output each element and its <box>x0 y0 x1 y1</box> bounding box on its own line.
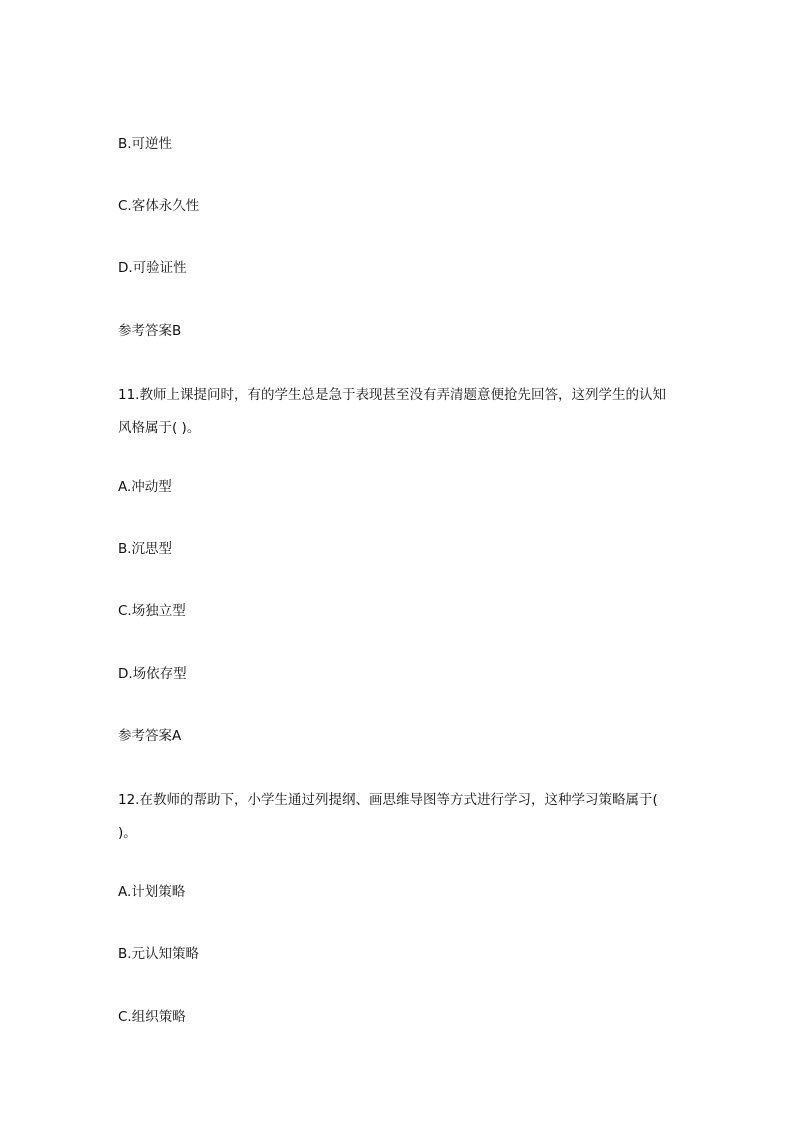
option-b-reversibility: B.可逆性 <box>118 136 173 152</box>
answer-key-q11: 参考答案A <box>118 728 182 744</box>
option-a-impulsive: A.冲动型 <box>118 479 172 495</box>
option-b-metacognitive-strategy: B.元认知策略 <box>118 946 200 962</box>
option-b-reflective: B.沉思型 <box>118 541 173 557</box>
question-12: 12.在教师的帮助下，小学生通过列提纲、画思维导图等方式进行学习，这种学习策略属于( )。 <box>118 792 658 841</box>
option-d-verifiability: D.可验证性 <box>118 260 187 276</box>
option-c-object-permanence: C.客体永久性 <box>118 198 200 214</box>
answer-key-q10: 参考答案B <box>118 323 182 339</box>
option-a-planning-strategy: A.计划策略 <box>118 884 186 900</box>
option-d-field-dependent: D.场依存型 <box>118 666 187 682</box>
question-11: 11.教师上课提问时，有的学生总是急于表现甚至没有弄清题意便抢先回答，这列学生的认知风格属于( )。 <box>118 387 666 436</box>
option-c-field-independent: C.场独立型 <box>118 603 186 619</box>
option-c-organization-strategy: C.组织策略 <box>118 1009 186 1025</box>
